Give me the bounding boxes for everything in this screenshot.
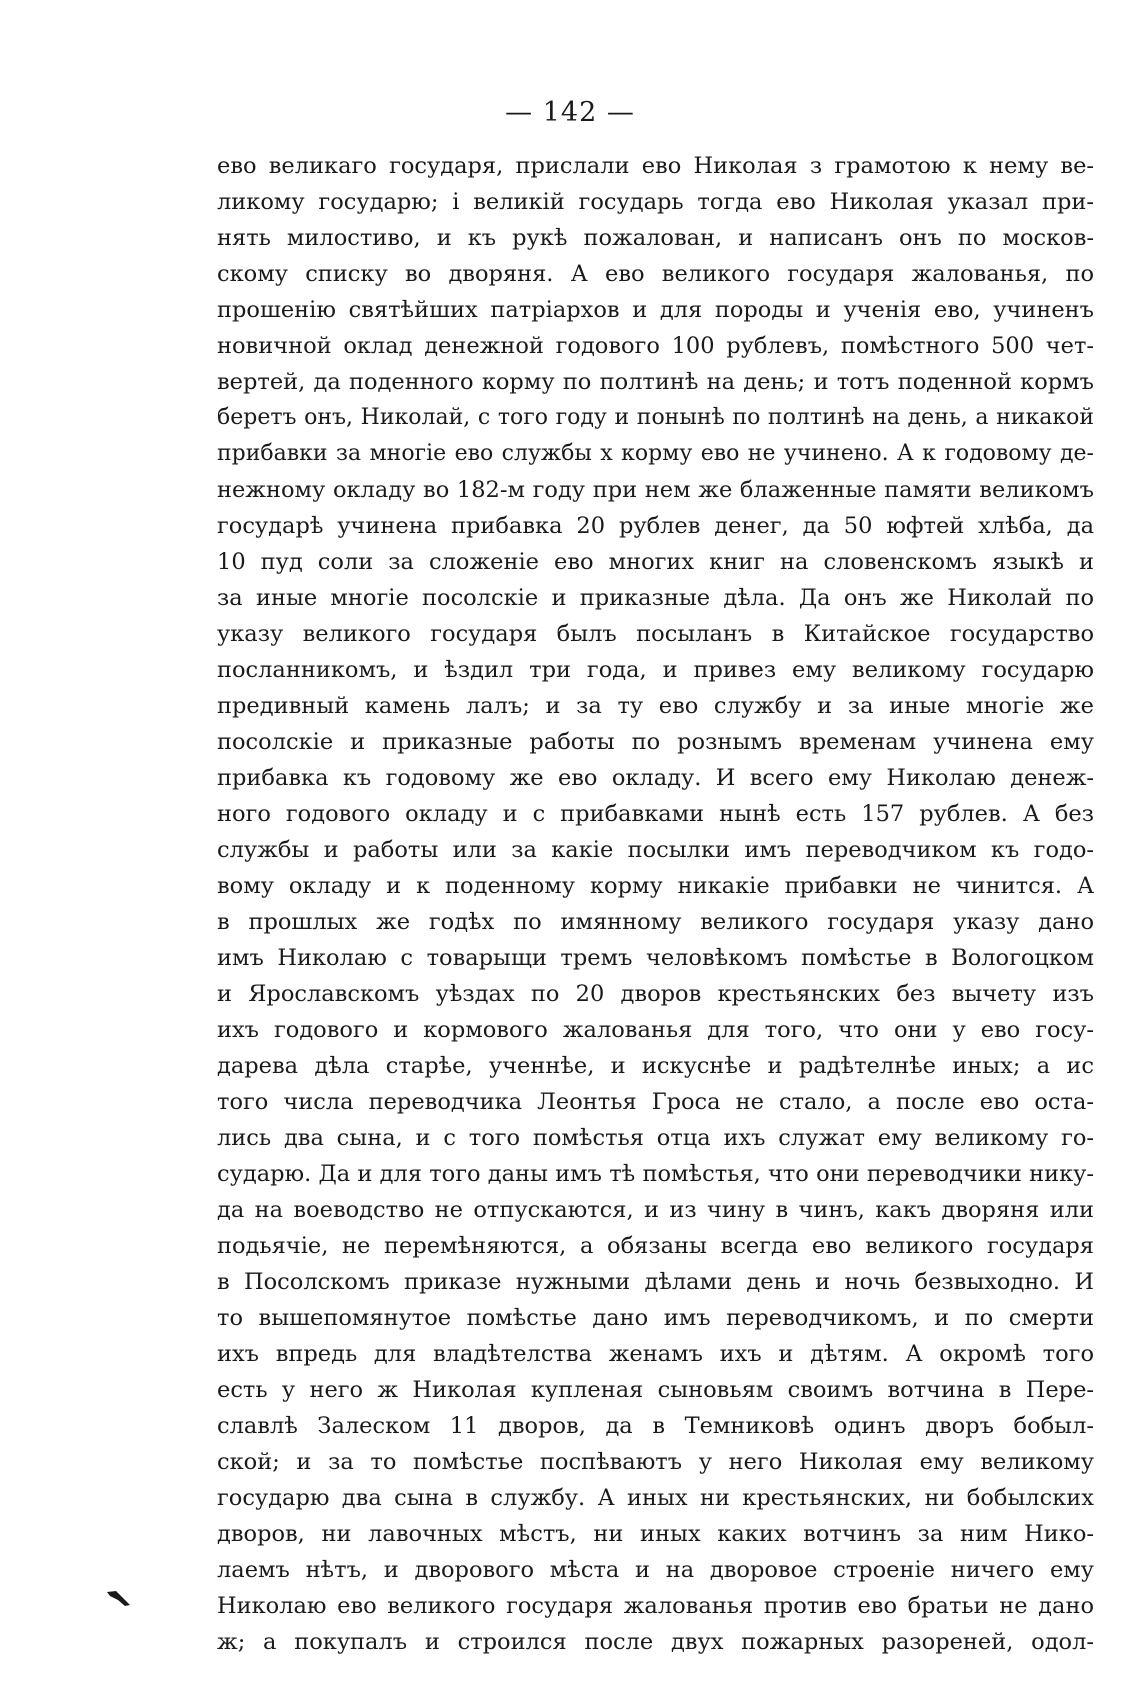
text-line: подьячіе, не перемѣняются, а обязаны всегда ево великого государя [217,1233,1094,1259]
text-line: и Ярославскомъ уѣздах по 20 дворов крестьянских без вычету изъ [217,981,1094,1007]
text-line: ской; и за то помѣстье поспѣваютъ у него Николая ему великому [217,1449,1094,1475]
text-line: службы и работы или за какіе посылки имъ переводчиком къ годо- [217,837,1094,863]
text-line: лись два сына, и с того помѣстья отца ихъ служат ему великому го- [217,1125,1094,1151]
text-line: 10 пуд соли за сложеніе ево многих книг на словенскомъ языкѣ и [217,549,1094,575]
text-line: указу великого государя былъ посыланъ в Китайское государство [217,621,1094,647]
text-line: нежному окладу во 182-м году при нем же блаженные памяти великомъ [217,477,1094,503]
text-line: сударю. Да и для того даны имъ тѣ помѣстья, что они переводчики нику- [217,1161,1094,1187]
text-line: есть у него ж Николая купленая сыновьям своимъ вотчина в Пере- [217,1377,1094,1403]
text-line: ж; а покупалъ и строился после двух пожарных разореней, одол- [217,1629,1094,1655]
text-line: да на воеводство не отпускаются, и из чину в чинъ, какъ дворяня или [217,1197,1094,1223]
page-number: — 142 — [505,97,635,128]
text-line: лаемъ нѣтъ, и дворового мѣста и на дворовое строеніе ничего ему [217,1557,1094,1583]
text-line: прошенію святѣйших патріархов и для породы и ученія ево, учиненъ [217,297,1094,323]
scan-mark-icon [106,1590,132,1608]
text-line: нять милостиво, и къ рукѣ пожалован, и написанъ онъ по москов- [217,225,1094,251]
text-line: беретъ онъ, Николай, с того году и понынѣ по полтинѣ на день, а никакой [217,405,1094,430]
text-line: ихъ впредь для владѣтелства женамъ ихъ и дѣтям. А окромѣ того [217,1341,1094,1367]
text-line: посланникомъ, и ѣздил три года, и привез ему великому государю [217,657,1094,683]
text-line: ликому государю; і великій государь тогда ево Николая указал при- [217,189,1094,215]
text-line: то вышепомянутое помѣстье дано имъ переводчикомъ, и по смерти [217,1305,1094,1331]
text-line: Николаю ево великого государя жалованья против ево братьи не дано [217,1593,1094,1619]
text-line: ево великаго государя, прислали ево Николая з грамотою к нему ве- [217,153,1094,179]
text-line: новичной оклад денежной годового 100 рублевъ, помѣстного 500 чет- [217,333,1094,359]
text-line: скому списку во дворяня. А ево великого государя жалованья, по [217,261,1094,287]
text-line: прибавка къ годовому же ево окладу. И всего ему Николаю денеж- [217,765,1094,791]
text-line: в Посолскомъ приказе нужными дѣлами день и ночь безвыходно. И [217,1269,1094,1295]
text-line: дворов, ни лавочных мѣстъ, ни иных каких вотчинъ за ним Нико- [217,1521,1094,1547]
text-line: за иные многіе посолскіе и приказные дѣла. Да онъ же Николай по [217,585,1094,611]
text-line: того числа переводчика Леонтья Гроса не стало, а после ево оста- [217,1089,1094,1115]
text-line: государѣ учинена прибавка 20 рублев денег, да 50 юфтей хлѣба, да [217,513,1094,539]
text-line: славлѣ Залеском 11 дворов, да в Темниковѣ одинъ дворъ бобыл- [217,1413,1094,1439]
body-text [217,148,1094,1660]
text-line: ного годового окладу и с прибавками нынѣ есть 157 рублев. А без [217,801,1094,827]
text-line: прибавки за многіе ево службы х корму ево не учинено. А к годовому де- [217,441,1094,466]
text-line: вертей, да поденного корму по полтинѣ на день; и тотъ поденной кормъ [217,369,1094,395]
text-line: предивный камень лалъ; и за ту ево службу и за иные многіе же [217,693,1094,719]
text-line: государю два сына в службу. А иных ни крестьянских, ни бобылских [217,1485,1094,1511]
text-line: в прошлых же годѣх по имянному великого государя указу дано [217,909,1094,935]
text-line: дарева дѣла старѣе, ученнѣе, и искуснѣе и радѣтелнѣе иных; а ис [217,1053,1094,1079]
text-line: имъ Николаю с товарыщи тремъ человѣкомъ помѣстье в Вологоцком [217,945,1094,971]
text-line: посолскіе и приказные работы по рознымъ временам учинена ему [217,729,1094,755]
text-line: ихъ годового и кормового жалованья для того, что они у ево госу- [217,1017,1094,1043]
text-line: вому окладу и к поденному корму никакіе прибавки не чинится. А [217,873,1094,899]
